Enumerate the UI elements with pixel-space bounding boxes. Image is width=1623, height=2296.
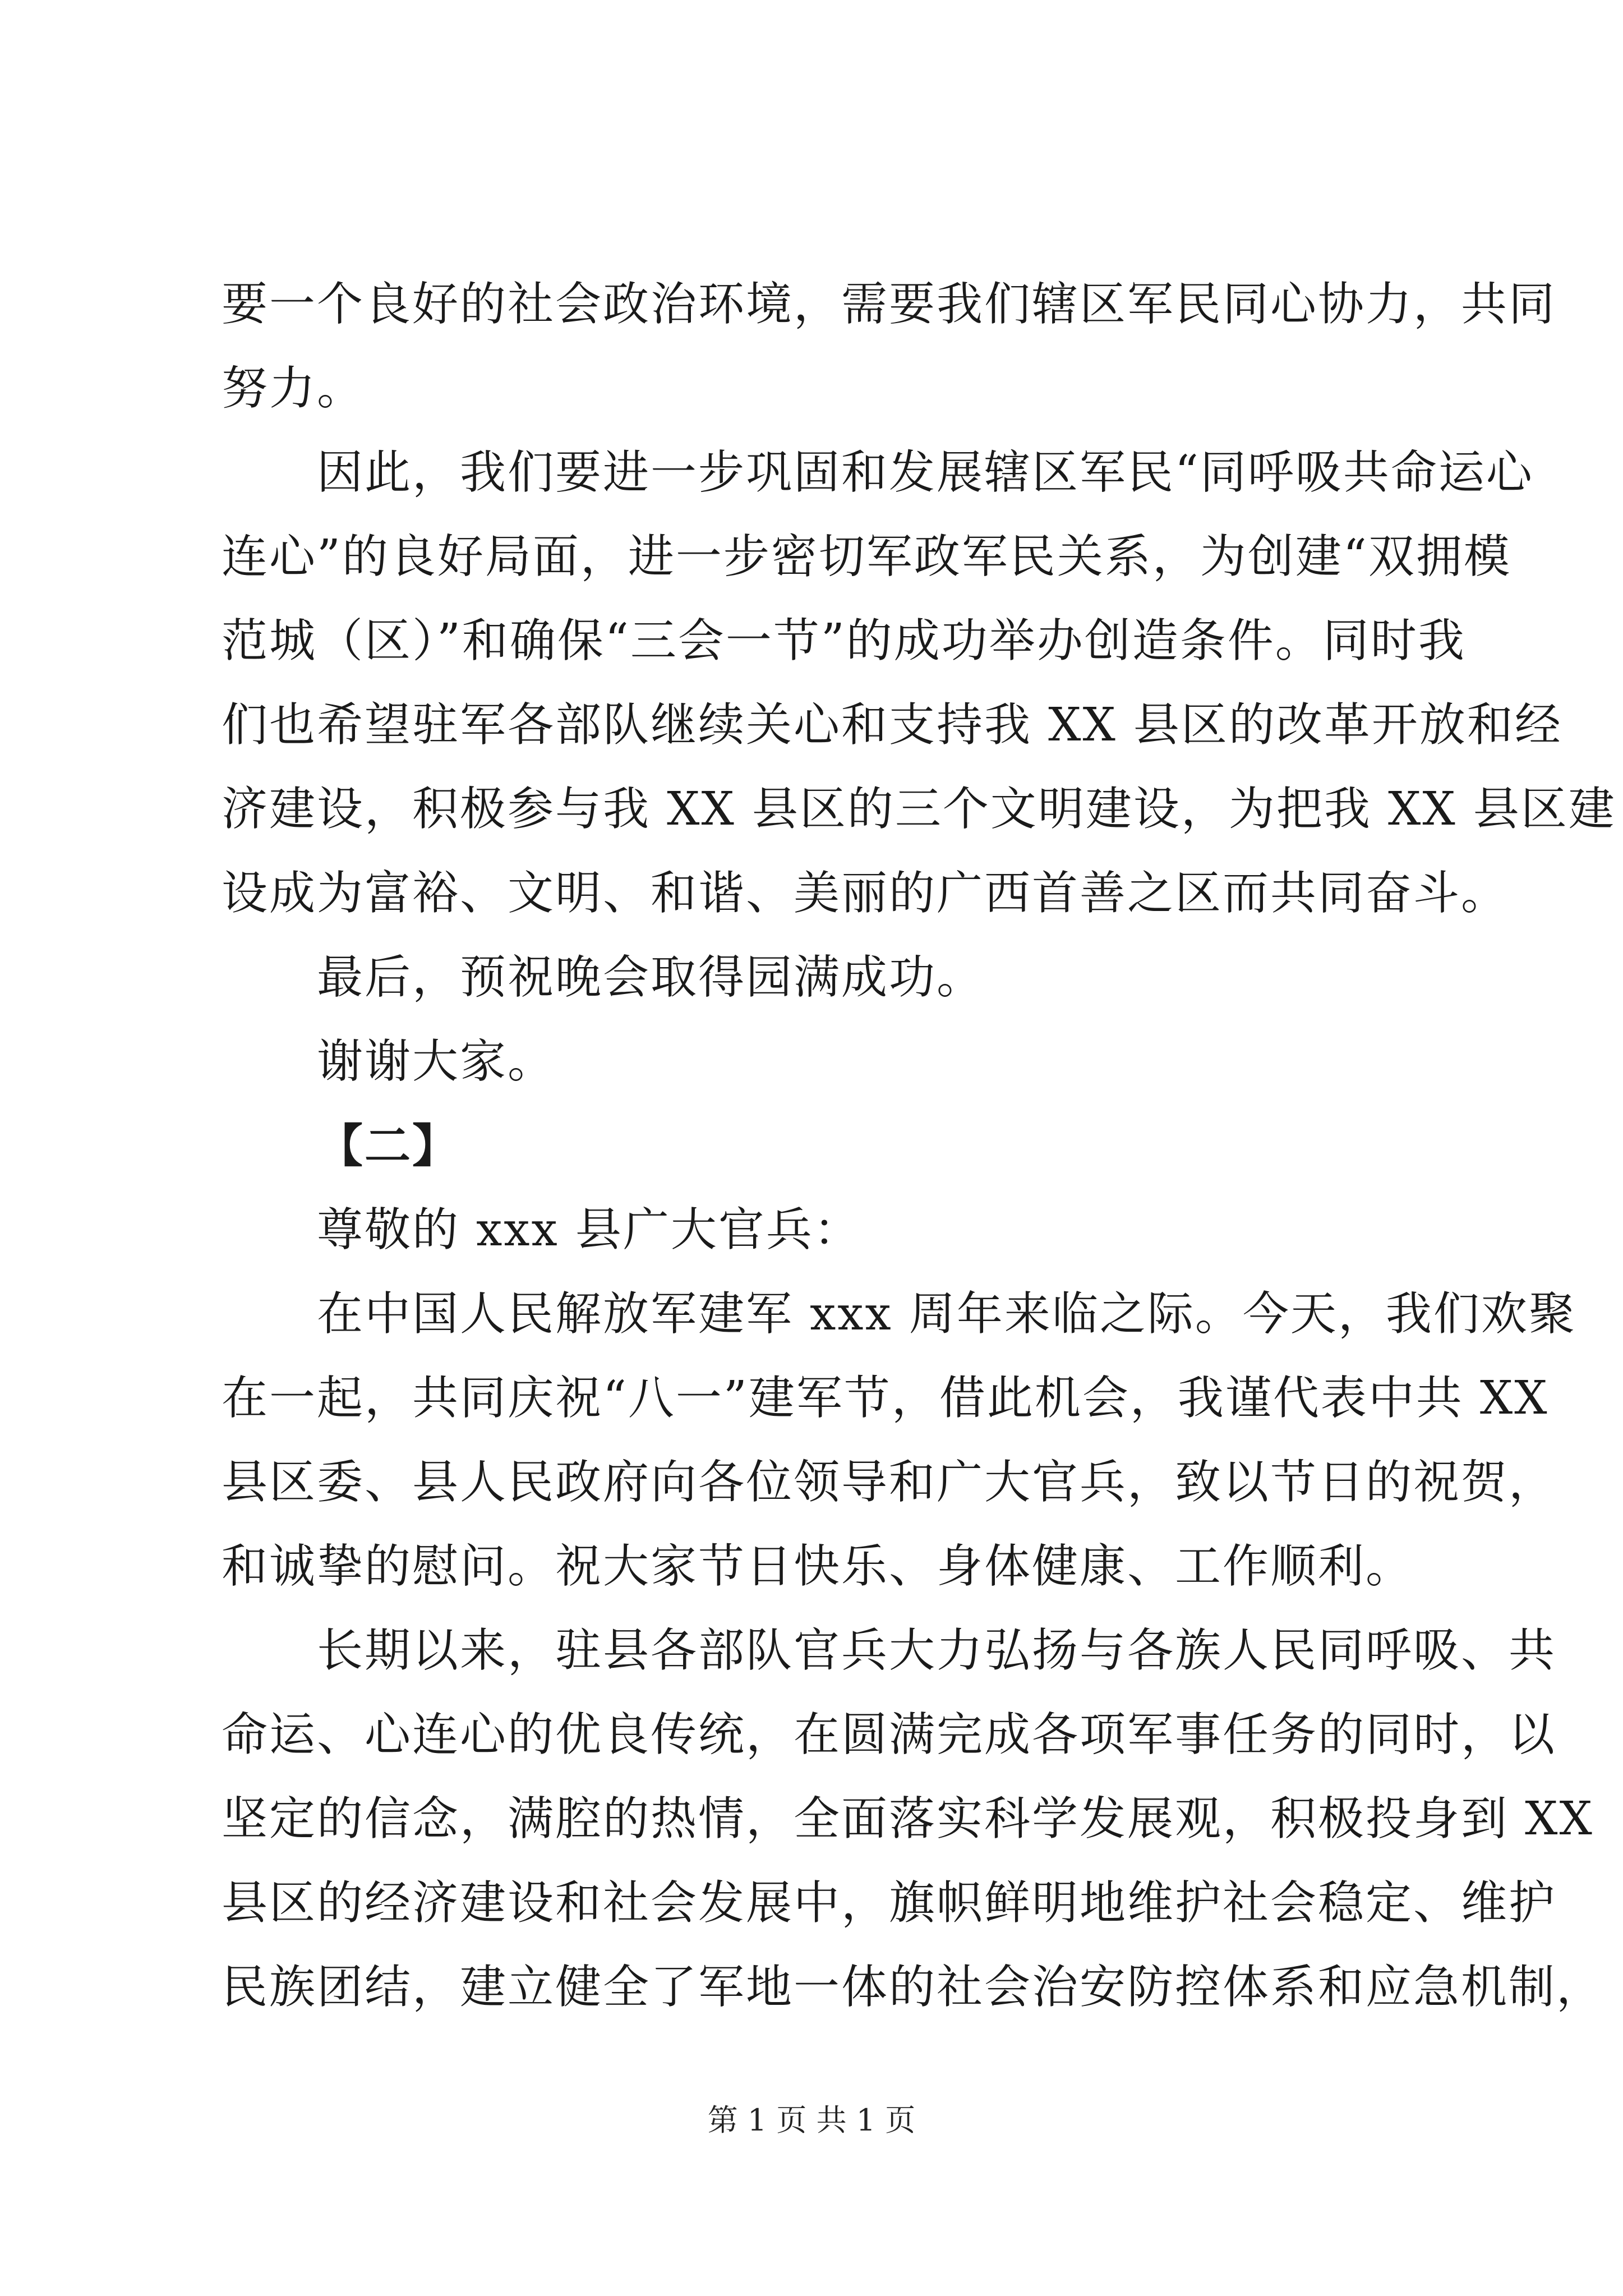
page-number-footer: 第 1 页 共 1 页	[707, 2102, 916, 2138]
salutation-line: 尊敬的 xxx 县广大官兵：	[317, 1203, 861, 1257]
text-line: 济建设，积极参与我 XX 县区的三个文明建设，为把我 XX 县区建	[222, 783, 1616, 836]
thanks-line: 谢谢大家。	[317, 1035, 556, 1088]
text-line: 县区委、县人民政府向各位领导和广大官兵，致以节日的祝贺，	[222, 1456, 1557, 1509]
text-line: 县区的经济建设和社会发展中，旗帜鲜明地维护社会稳定、维护	[222, 1876, 1557, 1930]
section-heading: 【二】	[317, 1119, 460, 1173]
paragraph-start-line: 在中国人民解放军建军 xxx 周年来临之际。今天，我们欢聚	[317, 1287, 1576, 1341]
text-line: 范城（区）”和确保“三会一节”的成功举办创造条件。同时我	[222, 614, 1466, 668]
text-line: 坚定的信念，满腔的热情，全面落实科学发展观，积极投身到 XX	[222, 1792, 1594, 1846]
paragraph-start-line: 长期以来，驻县各部队官兵大力弘扬与各族人民同呼吸、共	[317, 1624, 1557, 1677]
closing-wish-line: 最后，预祝晚会取得园满成功。	[317, 951, 985, 1004]
text-line: 努力。	[222, 362, 365, 415]
document-body	[222, 263, 1616, 2030]
text-line: 们也希望驻军各部队继续关心和支持我 XX 县区的改革开放和经	[222, 698, 1562, 752]
paragraph-start-line: 因此，我们要进一步巩固和发展辖区军民“同呼吸共命运心	[317, 446, 1534, 499]
text-line: 民族团结，建立健全了军地一体的社会治安防控体系和应急机制，	[222, 1961, 1604, 2014]
text-line: 在一起，共同庆祝“八一”建军节，借此机会，我谨代表中共 XX	[222, 1372, 1549, 1425]
text-line: 设成为富裕、文明、和谐、美丽的广西首善之区而共同奋斗。	[222, 867, 1509, 920]
text-line: 要一个良好的社会政治环境，需要我们辖区军民同心协力，共同	[222, 278, 1557, 331]
text-line: 连心”的良好局面，进一步密切军政军民关系，为创建“双拥模	[222, 530, 1511, 583]
text-line: 命运、心连心的优良传统，在圆满完成各项军事任务的同时，以	[222, 1708, 1557, 1761]
text-line: 和诚挚的慰问。祝大家节日快乐、身体健康、工作顺利。	[222, 1540, 1414, 1593]
